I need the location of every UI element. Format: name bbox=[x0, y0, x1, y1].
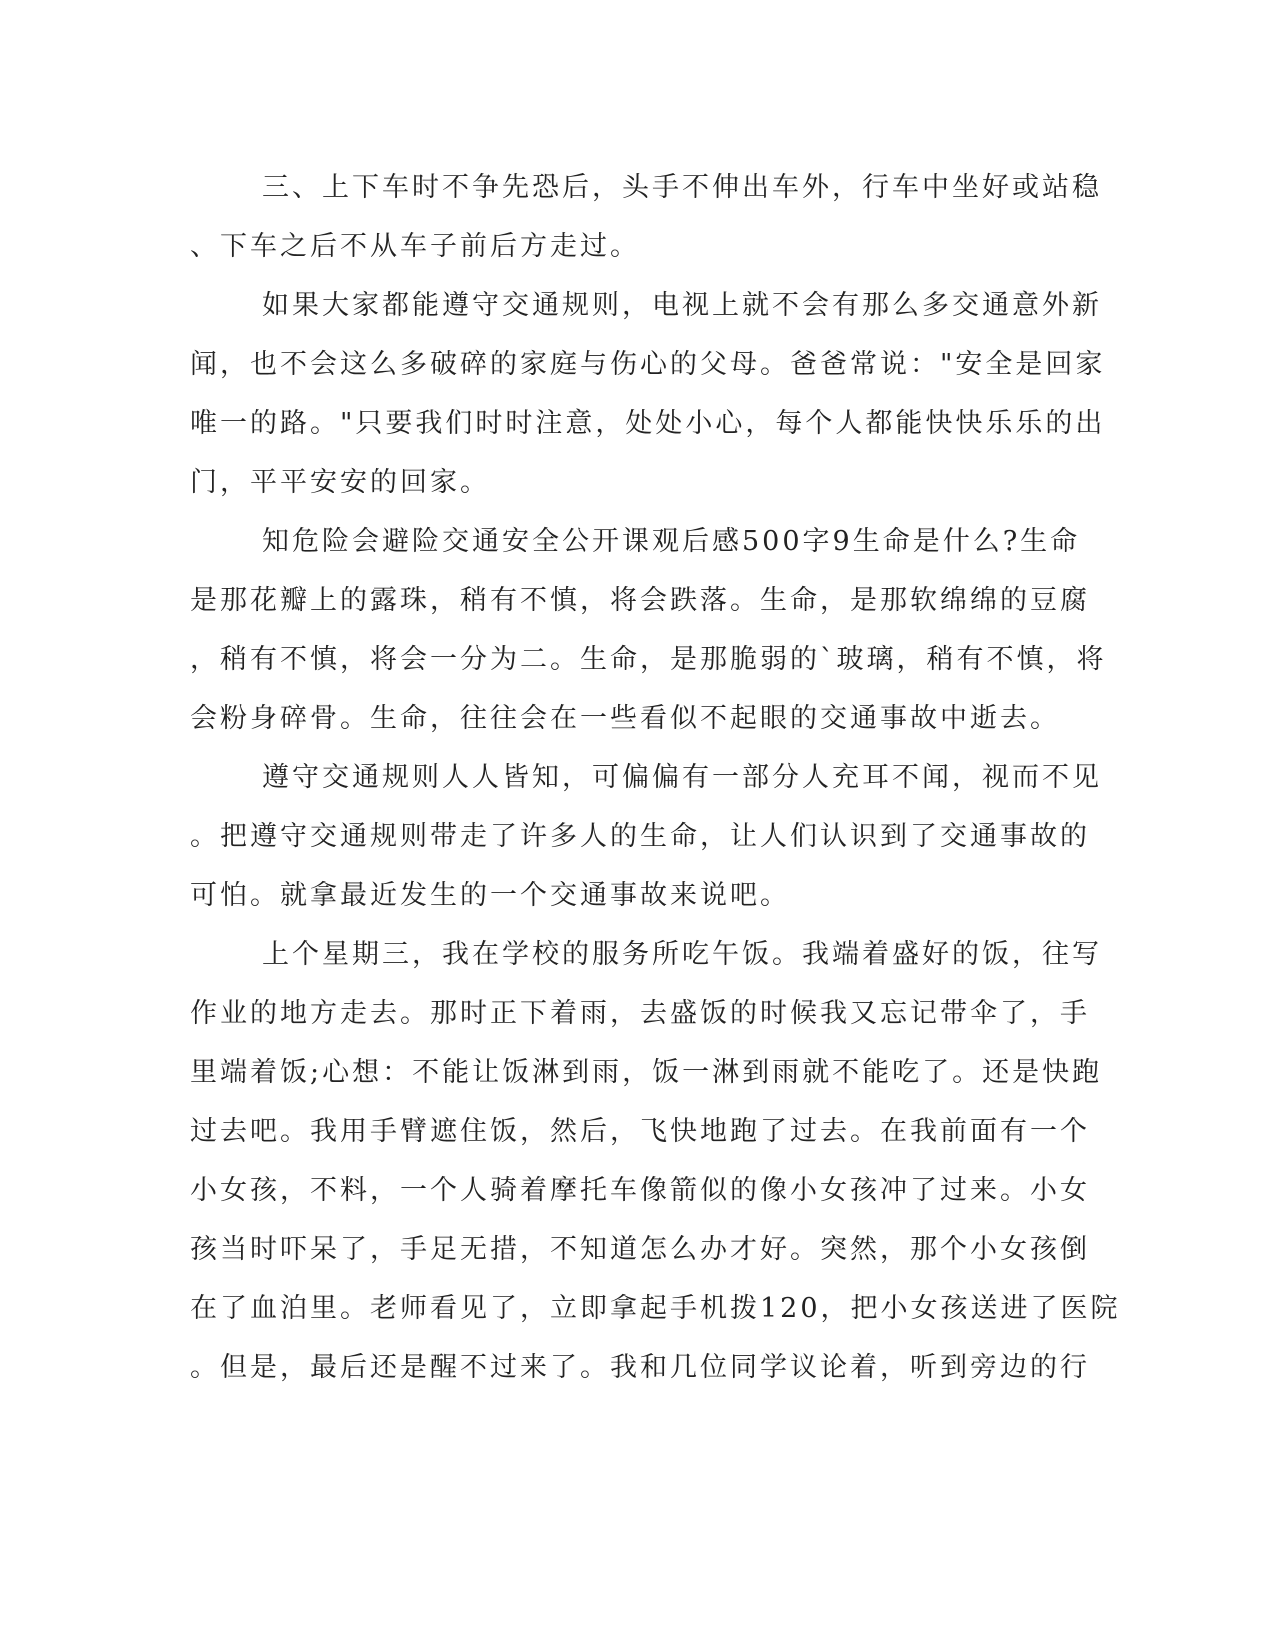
paragraph bbox=[190, 512, 1107, 748]
text-line: 知危险会避险交通安全公开课观后感500字9生命是什么?生命 bbox=[262, 526, 1081, 557]
text-line: 三、上下车时不争先恐后，头手不伸出车外，行车中坐好或站稳 bbox=[262, 172, 1102, 203]
text-line: 是那花瓣上的露珠，稍有不慎，将会跌落。生命，是那软绵绵的豆腐 bbox=[190, 585, 1090, 616]
paragraph bbox=[190, 276, 1106, 512]
text-line: 过去吧。我用手臂遮住饭，然后，飞快地跑了过去。在我前面有一个 bbox=[190, 1116, 1090, 1147]
text-line: 。把遵守交通规则带走了许多人的生命，让人们认识到了交通事故的 bbox=[190, 821, 1090, 852]
text-line: 孩当时吓呆了，手足无措，不知道怎么办才好。突然，那个小女孩倒 bbox=[190, 1234, 1090, 1265]
text-line: 会粉身碎骨。生命，往往会在一些看似不起眼的交通事故中逝去。 bbox=[190, 703, 1060, 734]
paragraph bbox=[190, 748, 1102, 925]
text-line: 可怕。就拿最近发生的一个交通事故来说吧。 bbox=[190, 880, 790, 911]
text-line: 。但是，最后还是醒不过来了。我和几位同学议论着，听到旁边的行 bbox=[190, 1352, 1090, 1383]
text-line: 在了血泊里。老师看见了，立即拿起手机拨120，把小女孩送进了医院 bbox=[190, 1293, 1121, 1324]
text-line: 里端着饭;心想：不能让饭淋到雨，饭一淋到雨就不能吃了。还是快跑 bbox=[190, 1057, 1103, 1088]
text-line: 作业的地方走去。那时正下着雨，去盛饭的时候我又忘记带伞了，手 bbox=[190, 998, 1090, 1029]
paragraph bbox=[190, 925, 1121, 1397]
text-line: 如果大家都能遵守交通规则，电视上就不会有那么多交通意外新 bbox=[262, 290, 1102, 321]
text-line: 门，平平安安的回家。 bbox=[190, 467, 490, 498]
paragraph bbox=[190, 158, 1102, 276]
text-line: 小女孩，不料，一个人骑着摩托车像箭似的像小女孩冲了过来。小女 bbox=[190, 1175, 1090, 1206]
text-line: 、下车之后不从车子前后方走过。 bbox=[190, 231, 640, 262]
text-line: 闻，也不会这么多破碎的家庭与伤心的父母。爸爸常说："安全是回家 bbox=[190, 349, 1106, 380]
text-line: 唯一的路。"只要我们时时注意，处处小心，每个人都能快快乐乐的出 bbox=[190, 408, 1106, 439]
text-line: 上个星期三，我在学校的服务所吃午饭。我端着盛好的饭，往写 bbox=[262, 939, 1102, 970]
text-line: ，稍有不慎，将会一分为二。生命，是那脆弱的`玻璃，稍有不慎，将 bbox=[190, 644, 1107, 675]
text-line: 遵守交通规则人人皆知，可偏偏有一部分人充耳不闻，视而不见 bbox=[262, 762, 1102, 793]
document-body bbox=[190, 158, 1121, 1397]
